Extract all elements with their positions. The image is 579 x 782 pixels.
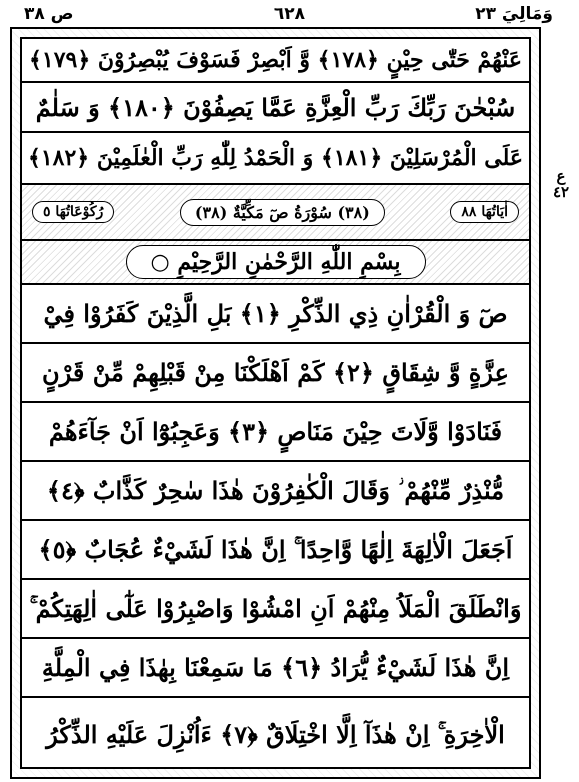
surah-reference: ص ٣٨	[24, 4, 74, 24]
page-number: ٦٢٨	[273, 4, 306, 24]
verse-line-1: عَنْهُمْ حَتّٰى حِيْنٍ ﴿١٧٨﴾ وَّ اَبْصِرْ فَسَوْفَ يُبْصِرُوْنَ ﴿١٧٩﴾	[22, 39, 529, 83]
page-frame	[10, 27, 541, 779]
verse-line-9: وَانْطَلَقَ الْمَلَاُ مِنْهُمْ اَنِ امْشُوْا وَاصْبِرُوْا عَلٰٓى اٰلِهَتِكُمْ ۚ	[22, 580, 529, 639]
bismillah-band	[22, 239, 529, 285]
verse-line-6: فَنَادَوْا وَّلَاتَ حِيْنَ مَنَاصٍ ﴿٣﴾ وَعَجِبُوْٓا اَنْ جَآءَهُمْ	[22, 403, 529, 462]
surah-name: (٣٨) سُوْرَةُ صٓ مَكِّيَّةٌ (٣٨)	[180, 199, 385, 226]
verse-line-7: مُّنْذِرٌ مِّنْهُمْ ؗ وَقَالَ الْكٰفِرُوْنَ هٰذَا سٰحِرٌ كَذَّابٌ ﴿٤﴾	[22, 462, 529, 521]
verse-line-10: اِنَّ هٰذَا لَشَيْءٌ يُّرَادُ ﴿٦﴾ مَا سَمِعْنَا بِهٰذَا فِي الْمِلَّةِ	[22, 639, 529, 698]
verse-line-5: عِزَّةٍ وَّ شِقَاقٍ ﴿٢﴾ كَمْ اَهْلَكْنَا مِنْ قَبْلِهِمْ مِّنْ قَرْنٍ	[22, 344, 529, 403]
juz-reference: وَمَالِيَ ٢٣	[475, 4, 553, 24]
bismillah: بِسْمِ اللّٰهِ الرَّحْمٰنِ الرَّحِيْمِ ○	[126, 245, 426, 279]
page-header	[0, 0, 579, 30]
surah-title-band	[22, 183, 529, 241]
verse-line-3: عَلَى الْمُرْسَلِيْنَ ﴿١٨١﴾ وَ الْحَمْدُ لِلّٰهِ رَبِّ الْعٰلَمِيْنَ ﴿١٨٢﴾	[27, 145, 524, 171]
verse-line-2: سُبْحٰنَ رَبِّكَ رَبِّ الْعِزَّةِ عَمَّا يَصِفُوْنَ ﴿١٨٠﴾ وَ سَلٰمٌ	[22, 83, 529, 133]
verse-line-8: اَجَعَلَ الْاٰلِهَةَ اِلٰهًا وَّاحِدًا ۚ اِنَّ هٰذَا لَشَيْءٌ عُجَابٌ ﴿٥﴾	[22, 521, 529, 580]
verse-line-4: صٓ وَ الْقُرْاٰنِ ذِي الذِّكْرِ ﴿١﴾ بَلِ الَّذِيْنَ كَفَرُوْا فِيْ	[22, 285, 529, 344]
ruku-marker: ع ٤٢	[552, 167, 570, 201]
ruku-count: رُكُوْعَاتُهَا ٥	[32, 201, 114, 223]
text-area	[20, 37, 531, 769]
verse-line-11: الْاٰخِرَةِ ۚ اِنْ هٰذَآ اِلَّا اخْتِلَاقٌ ﴿٧﴾ ءَاُنْزِلَ عَلَيْهِ الذِّكْرُ	[46, 719, 505, 749]
ayat-count: اٰيَاتُهَا ٨٨	[450, 201, 519, 223]
